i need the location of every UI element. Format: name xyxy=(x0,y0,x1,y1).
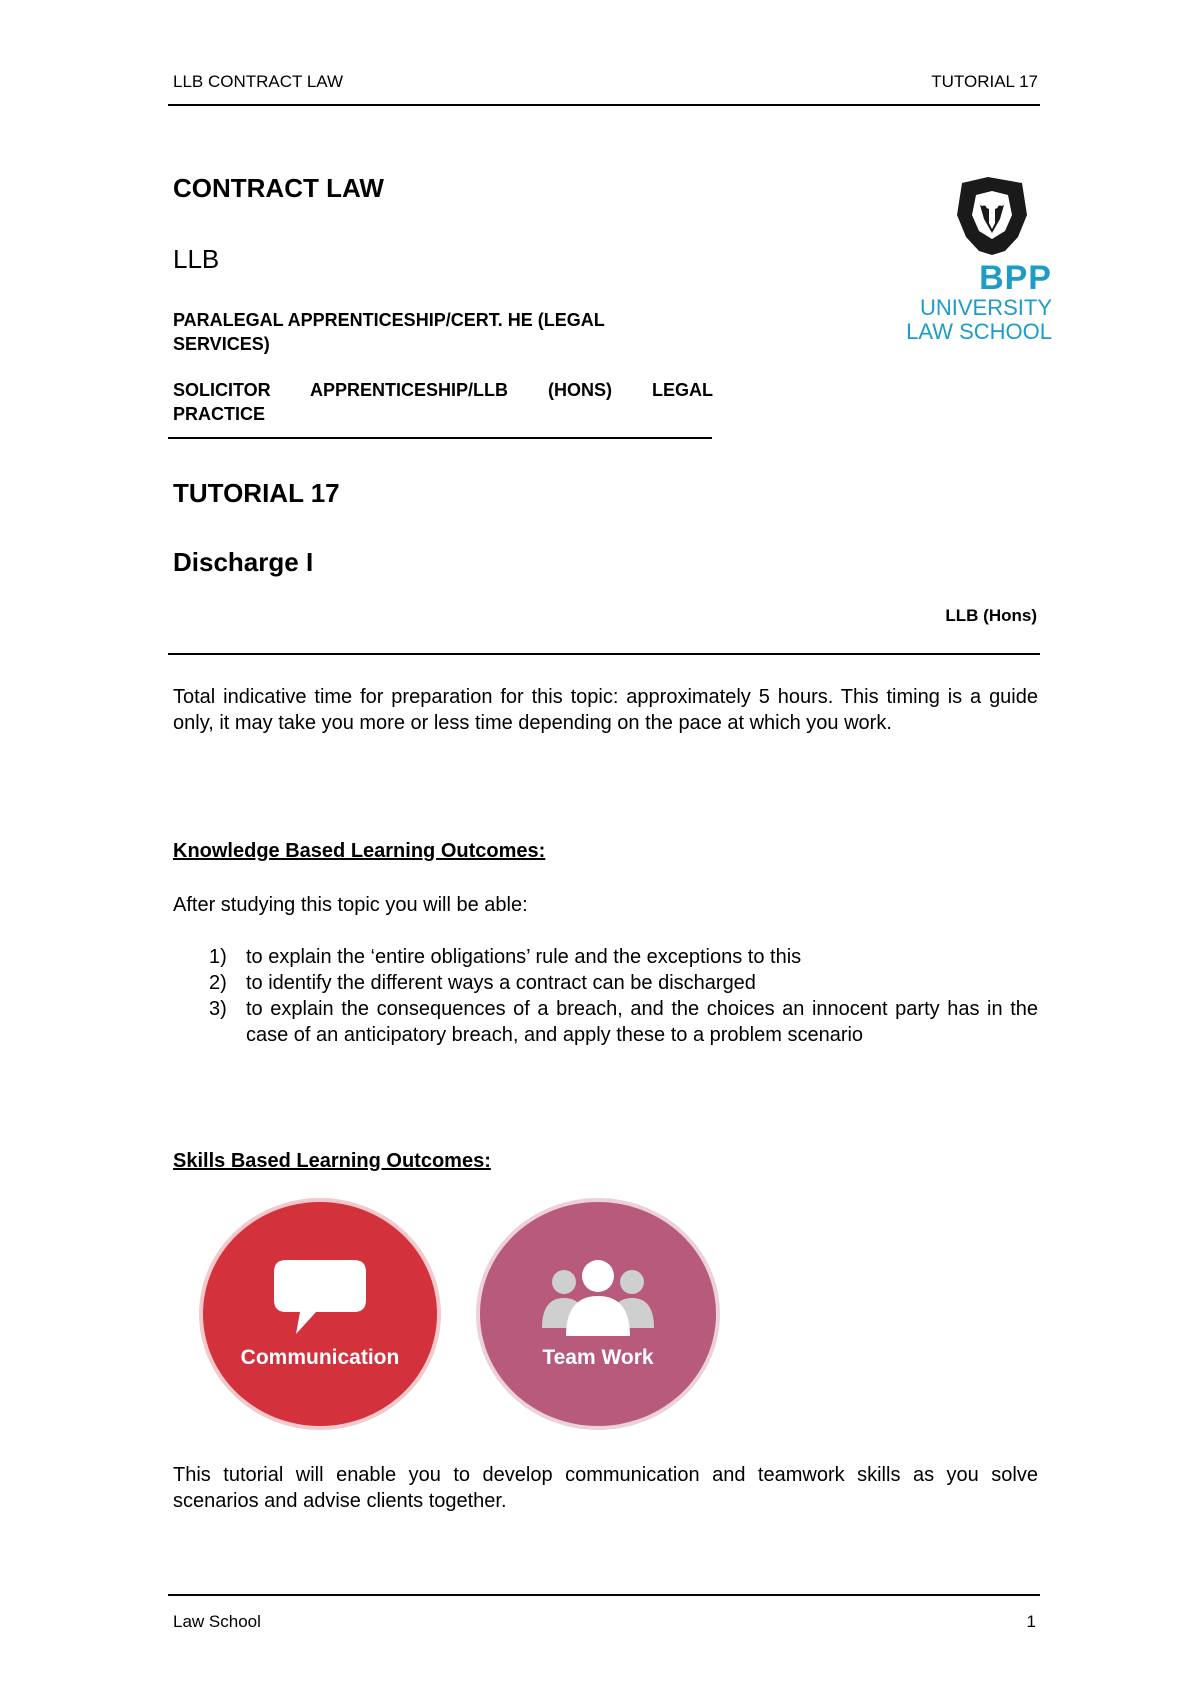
running-header-right: TUTORIAL 17 xyxy=(931,72,1038,91)
tutorial-number: TUTORIAL 17 xyxy=(173,478,340,508)
skills-heading: Skills Based Learning Outcomes: xyxy=(173,1150,491,1172)
title-divider xyxy=(168,437,712,439)
programme-paralegal xyxy=(173,308,713,356)
page-number: 1 xyxy=(1026,1612,1036,1631)
programme-solicitor xyxy=(173,378,713,426)
people-group-icon xyxy=(538,1258,658,1338)
list-item xyxy=(173,996,1038,1048)
programme-line: SERVICES) xyxy=(173,334,270,354)
knowledge-heading: Knowledge Based Learning Outcomes: xyxy=(173,840,546,862)
badge-label: Team Work xyxy=(542,1346,654,1369)
communication-badge xyxy=(203,1202,437,1426)
knowledge-lead: After studying this topic you will be able: xyxy=(173,894,528,916)
logo-line-1: UNIVERSITY xyxy=(919,295,1052,320)
programme-line: PARALEGAL APPRENTICESHIP/CERT. HE (LEGAL xyxy=(173,310,605,330)
lion-shield-icon xyxy=(892,175,1052,255)
logo-brand: BPP xyxy=(979,259,1052,297)
bpp-logo xyxy=(892,175,1052,344)
list-text: to explain the ‘entire obligations’ rule and the exceptions to this xyxy=(246,946,802,968)
list-text: to identify the different ways a contract can be discharged xyxy=(246,972,756,994)
list-number: 1) xyxy=(209,946,227,968)
teamwork-badge xyxy=(480,1202,716,1426)
knowledge-list xyxy=(173,944,1038,1048)
footer-left: Law School xyxy=(173,1612,261,1631)
section-divider xyxy=(168,653,1040,655)
programme-line: PRACTICE xyxy=(173,404,266,424)
list-number: 2) xyxy=(209,972,227,994)
list-item xyxy=(173,944,1038,970)
badge-label: Communication xyxy=(240,1346,400,1369)
running-header-left: LLB CONTRACT LAW xyxy=(173,72,344,91)
intro-paragraph: Total indicative time for preparation for this topic: approximately 5 hours. This timing is a guide only, it may take you more or less time depending on the pace at which you work. xyxy=(173,686,1038,734)
logo-line-2: LAW SCHOOL xyxy=(906,319,1052,344)
list-number: 3) xyxy=(209,998,227,1020)
topic-title: Discharge I xyxy=(173,547,314,577)
footer-divider xyxy=(168,1594,1040,1596)
list-text: to explain the consequences of a breach, and the choices an innocent party has in the case of an anticipatory breach, and apply these to a problem scenario xyxy=(246,998,1038,1046)
document-title: CONTRACT LAW xyxy=(173,173,384,203)
programme-line: SOLICITOR APPRENTICESHIP/LLB (HONS) LEGAL xyxy=(173,380,713,400)
list-item xyxy=(173,970,1038,996)
header-divider xyxy=(168,104,1040,106)
document-subtitle: LLB xyxy=(173,244,220,274)
speech-bubble-icon xyxy=(272,1258,368,1338)
skills-summary: This tutorial will enable you to develop communication and teamwork skills as you solve scenarios and advise clients together. xyxy=(173,1464,1038,1512)
level-label: LLB (Hons) xyxy=(945,606,1037,625)
